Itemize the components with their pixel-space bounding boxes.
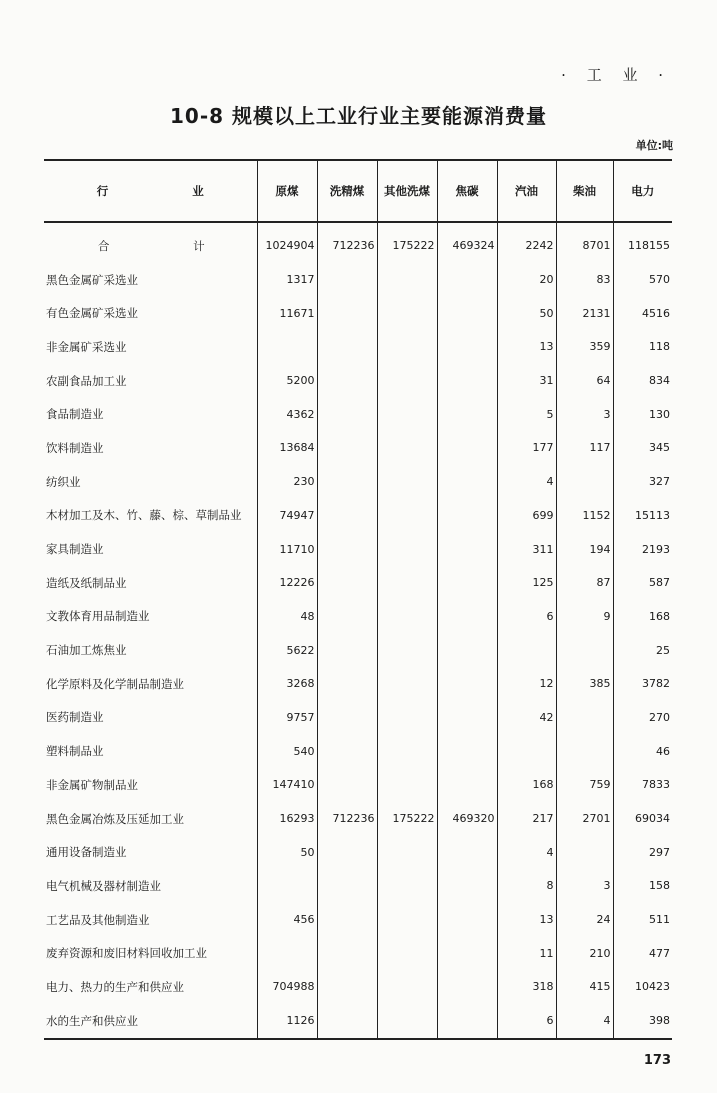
value-cell bbox=[377, 869, 437, 903]
industry-name: 废弃资源和废旧材料回收加工业 bbox=[46, 946, 207, 961]
value-cell bbox=[377, 296, 437, 330]
table-row bbox=[44, 869, 672, 903]
industry-name: 黑色金属冶炼及压延加工业 bbox=[46, 811, 184, 826]
value-cell bbox=[437, 701, 497, 735]
column-header-industry bbox=[44, 160, 257, 222]
value-cell: 2193 bbox=[613, 532, 672, 566]
value-cell bbox=[377, 431, 437, 465]
value-cell: 398 bbox=[613, 1004, 672, 1039]
unit-label: 单位:吨 bbox=[635, 139, 673, 152]
value-cell: 168 bbox=[497, 768, 556, 802]
value-cell bbox=[317, 701, 377, 735]
value-cell: 456 bbox=[257, 903, 317, 937]
value-cell bbox=[257, 330, 317, 364]
value-cell bbox=[317, 364, 377, 398]
value-cell: 13 bbox=[497, 903, 556, 937]
table-row bbox=[44, 768, 672, 802]
value-cell bbox=[317, 970, 377, 1004]
value-cell bbox=[377, 970, 437, 1004]
value-cell bbox=[377, 330, 437, 364]
value-cell: 69034 bbox=[613, 802, 672, 836]
column-header: 焦碳 bbox=[437, 160, 497, 222]
value-cell bbox=[437, 330, 497, 364]
value-cell bbox=[317, 330, 377, 364]
table-row bbox=[44, 397, 672, 431]
value-cell: 3 bbox=[556, 397, 613, 431]
value-cell: 117 bbox=[556, 431, 613, 465]
table-row bbox=[44, 263, 672, 297]
column-header-label: 行 业 bbox=[96, 184, 244, 198]
value-cell: 7833 bbox=[613, 768, 672, 802]
value-cell bbox=[377, 566, 437, 600]
column-header: 原煤 bbox=[257, 160, 317, 222]
industry-name: 饮料制造业 bbox=[46, 440, 104, 455]
page-title: 10-8 规模以上工业行业主要能源消费量 bbox=[169, 104, 547, 128]
industry-name: 家具制造业 bbox=[46, 542, 104, 557]
value-cell bbox=[317, 566, 377, 600]
value-cell bbox=[437, 1004, 497, 1039]
value-cell bbox=[377, 903, 437, 937]
value-cell bbox=[317, 903, 377, 937]
value-cell: 699 bbox=[497, 499, 556, 533]
industry-name: 农副食品加工业 bbox=[46, 373, 127, 388]
value-cell bbox=[317, 768, 377, 802]
value-cell bbox=[437, 431, 497, 465]
value-cell: 477 bbox=[613, 936, 672, 970]
value-cell: 5622 bbox=[257, 633, 317, 667]
value-cell: 83 bbox=[556, 263, 613, 297]
value-cell: 118155 bbox=[613, 222, 672, 263]
value-cell: 10423 bbox=[613, 970, 672, 1004]
industry-name: 黑色金属矿采选业 bbox=[46, 272, 138, 287]
value-cell: 8701 bbox=[556, 222, 613, 263]
value-cell bbox=[377, 835, 437, 869]
industry-name: 木材加工及木、竹、藤、棕、草制品业 bbox=[46, 508, 242, 523]
value-cell: 194 bbox=[556, 532, 613, 566]
value-cell: 16293 bbox=[257, 802, 317, 836]
value-cell: 704988 bbox=[257, 970, 317, 1004]
industry-name: 水的生产和供应业 bbox=[44, 1004, 257, 1039]
industry-name: 电力、热力的生产和供应业 bbox=[46, 979, 184, 994]
value-cell: 46 bbox=[613, 734, 672, 768]
column-header: 洗精煤 bbox=[317, 160, 377, 222]
industry-name: 塑料制品业 bbox=[46, 744, 104, 759]
value-cell: 4 bbox=[556, 1004, 613, 1039]
industry-name: 化学原料及化学制品制造业 bbox=[46, 676, 184, 691]
industry-name: 纺织业 bbox=[46, 474, 81, 489]
value-cell bbox=[437, 397, 497, 431]
value-cell: 2701 bbox=[556, 802, 613, 836]
value-cell: 3268 bbox=[257, 667, 317, 701]
value-cell: 1024904 bbox=[257, 222, 317, 263]
industry-name: 文教体育用品制造业 bbox=[46, 609, 150, 624]
value-cell: 15113 bbox=[613, 499, 672, 533]
value-cell: 12226 bbox=[257, 566, 317, 600]
value-cell: 359 bbox=[556, 330, 613, 364]
value-cell bbox=[377, 633, 437, 667]
table-row bbox=[44, 431, 672, 465]
table-row bbox=[44, 903, 672, 937]
industry-name: 非金属矿采选业 bbox=[46, 339, 127, 354]
value-cell bbox=[317, 734, 377, 768]
value-cell bbox=[257, 869, 317, 903]
section-tag: · 工 业 · bbox=[561, 66, 671, 84]
value-cell bbox=[317, 667, 377, 701]
value-cell bbox=[377, 465, 437, 499]
value-cell: 177 bbox=[497, 431, 556, 465]
table-row bbox=[44, 330, 672, 364]
value-cell bbox=[377, 499, 437, 533]
value-cell: 217 bbox=[497, 802, 556, 836]
value-cell bbox=[437, 903, 497, 937]
value-cell: 4 bbox=[497, 835, 556, 869]
value-cell: 168 bbox=[613, 600, 672, 634]
value-cell: 1317 bbox=[257, 263, 317, 297]
value-cell bbox=[317, 869, 377, 903]
total-row bbox=[44, 222, 672, 263]
value-cell: 311 bbox=[497, 532, 556, 566]
column-header: 电力 bbox=[613, 160, 672, 222]
value-cell: 11710 bbox=[257, 532, 317, 566]
value-cell: 12 bbox=[497, 667, 556, 701]
value-cell: 5200 bbox=[257, 364, 317, 398]
value-cell: 1152 bbox=[556, 499, 613, 533]
industry-name: 电气机械及器材制造业 bbox=[46, 878, 161, 893]
value-cell: 4 bbox=[497, 465, 556, 499]
table-row bbox=[44, 465, 672, 499]
value-cell bbox=[317, 1004, 377, 1039]
value-cell bbox=[377, 600, 437, 634]
value-cell: 4362 bbox=[257, 397, 317, 431]
value-cell: 13 bbox=[497, 330, 556, 364]
value-cell bbox=[497, 734, 556, 768]
value-cell: 11671 bbox=[257, 296, 317, 330]
value-cell: 42 bbox=[497, 701, 556, 735]
value-cell: 11 bbox=[497, 936, 556, 970]
value-cell: 587 bbox=[613, 566, 672, 600]
value-cell bbox=[317, 532, 377, 566]
table-row bbox=[44, 734, 672, 768]
table-row bbox=[44, 364, 672, 398]
value-cell: 118 bbox=[613, 330, 672, 364]
value-cell: 759 bbox=[556, 768, 613, 802]
value-cell: 2131 bbox=[556, 296, 613, 330]
value-cell: 158 bbox=[613, 869, 672, 903]
value-cell: 270 bbox=[613, 701, 672, 735]
value-cell bbox=[437, 499, 497, 533]
value-cell: 48 bbox=[257, 600, 317, 634]
value-cell bbox=[556, 734, 613, 768]
value-cell bbox=[377, 263, 437, 297]
value-cell: 834 bbox=[613, 364, 672, 398]
value-cell bbox=[437, 600, 497, 634]
value-cell: 230 bbox=[257, 465, 317, 499]
value-cell: 415 bbox=[556, 970, 613, 1004]
value-cell: 175222 bbox=[377, 802, 437, 836]
value-cell bbox=[377, 667, 437, 701]
column-header: 其他洗煤 bbox=[377, 160, 437, 222]
value-cell bbox=[437, 263, 497, 297]
table-row bbox=[44, 532, 672, 566]
value-cell: 175222 bbox=[377, 222, 437, 263]
value-cell: 469320 bbox=[437, 802, 497, 836]
value-cell: 2242 bbox=[497, 222, 556, 263]
value-cell: 469324 bbox=[437, 222, 497, 263]
value-cell bbox=[377, 734, 437, 768]
value-cell bbox=[317, 263, 377, 297]
value-cell: 20 bbox=[497, 263, 556, 297]
value-cell: 385 bbox=[556, 667, 613, 701]
value-cell: 297 bbox=[613, 835, 672, 869]
industry-name: 通用设备制造业 bbox=[46, 845, 127, 860]
value-cell: 345 bbox=[613, 431, 672, 465]
value-cell bbox=[437, 768, 497, 802]
value-cell: 327 bbox=[613, 465, 672, 499]
table-row bbox=[44, 633, 672, 667]
value-cell: 50 bbox=[497, 296, 556, 330]
energy-consumption-table bbox=[44, 159, 672, 1040]
value-cell bbox=[317, 431, 377, 465]
value-cell: 125 bbox=[497, 566, 556, 600]
value-cell bbox=[377, 768, 437, 802]
value-cell: 64 bbox=[556, 364, 613, 398]
industry-name: 工艺品及其他制造业 bbox=[46, 912, 150, 927]
table-row bbox=[44, 1004, 672, 1039]
value-cell bbox=[377, 364, 437, 398]
value-cell bbox=[317, 633, 377, 667]
value-cell: 87 bbox=[556, 566, 613, 600]
value-cell bbox=[437, 465, 497, 499]
value-cell: 13684 bbox=[257, 431, 317, 465]
table-row bbox=[44, 667, 672, 701]
table-row bbox=[44, 970, 672, 1004]
industry-name bbox=[44, 222, 257, 263]
value-cell bbox=[317, 296, 377, 330]
value-cell bbox=[317, 936, 377, 970]
value-cell: 31 bbox=[497, 364, 556, 398]
column-header: 柴油 bbox=[556, 160, 613, 222]
table-row bbox=[44, 835, 672, 869]
value-cell: 8 bbox=[497, 869, 556, 903]
value-cell: 5 bbox=[497, 397, 556, 431]
value-cell bbox=[317, 835, 377, 869]
value-cell: 6 bbox=[497, 600, 556, 634]
industry-name: 有色金属矿采选业 bbox=[46, 306, 138, 321]
value-cell: 210 bbox=[556, 936, 613, 970]
value-cell bbox=[437, 364, 497, 398]
value-cell bbox=[556, 835, 613, 869]
value-cell: 540 bbox=[257, 734, 317, 768]
value-cell bbox=[437, 633, 497, 667]
value-cell: 9757 bbox=[257, 701, 317, 735]
value-cell: 4516 bbox=[613, 296, 672, 330]
value-cell bbox=[317, 600, 377, 634]
value-cell bbox=[437, 566, 497, 600]
value-cell bbox=[437, 970, 497, 1004]
value-cell: 712236 bbox=[317, 802, 377, 836]
value-cell: 3 bbox=[556, 869, 613, 903]
value-cell bbox=[437, 532, 497, 566]
value-cell: 6 bbox=[497, 1004, 556, 1039]
table-row bbox=[44, 802, 672, 836]
value-cell bbox=[377, 1004, 437, 1039]
table-row bbox=[44, 701, 672, 735]
table-row bbox=[44, 296, 672, 330]
industry-name: 造纸及纸制品业 bbox=[46, 575, 127, 590]
value-cell: 25 bbox=[613, 633, 672, 667]
value-cell: 511 bbox=[613, 903, 672, 937]
value-cell bbox=[437, 734, 497, 768]
value-cell: 1126 bbox=[257, 1004, 317, 1039]
value-cell bbox=[437, 296, 497, 330]
table-row bbox=[44, 936, 672, 970]
value-cell bbox=[497, 633, 556, 667]
value-cell bbox=[377, 532, 437, 566]
value-cell: 9 bbox=[556, 600, 613, 634]
table-row bbox=[44, 499, 672, 533]
value-cell bbox=[377, 936, 437, 970]
value-cell bbox=[556, 701, 613, 735]
industry-name: 食品制造业 bbox=[46, 407, 104, 422]
page-number: 173 bbox=[643, 1053, 671, 1068]
industry-name: 医药制造业 bbox=[46, 710, 104, 725]
value-cell bbox=[437, 835, 497, 869]
value-cell: 147410 bbox=[257, 768, 317, 802]
value-cell bbox=[437, 667, 497, 701]
value-cell bbox=[257, 936, 317, 970]
value-cell: 24 bbox=[556, 903, 613, 937]
table-row bbox=[44, 600, 672, 634]
value-cell: 3782 bbox=[613, 667, 672, 701]
industry-name: 非金属矿物制品业 bbox=[46, 777, 138, 792]
table-row bbox=[44, 566, 672, 600]
value-cell: 318 bbox=[497, 970, 556, 1004]
value-cell bbox=[377, 397, 437, 431]
value-cell bbox=[317, 499, 377, 533]
value-cell: 74947 bbox=[257, 499, 317, 533]
value-cell: 50 bbox=[257, 835, 317, 869]
column-header: 汽油 bbox=[497, 160, 556, 222]
table-body bbox=[44, 222, 672, 1039]
value-cell bbox=[556, 465, 613, 499]
industry-name: 石油加工炼焦业 bbox=[46, 643, 127, 658]
value-cell bbox=[377, 701, 437, 735]
value-cell bbox=[437, 936, 497, 970]
value-cell bbox=[556, 633, 613, 667]
total-label: 合 计 bbox=[97, 238, 245, 253]
value-cell bbox=[437, 869, 497, 903]
value-cell: 570 bbox=[613, 263, 672, 297]
value-cell bbox=[317, 465, 377, 499]
value-cell bbox=[317, 397, 377, 431]
header-row bbox=[44, 160, 672, 222]
value-cell: 712236 bbox=[317, 222, 377, 263]
value-cell: 130 bbox=[613, 397, 672, 431]
